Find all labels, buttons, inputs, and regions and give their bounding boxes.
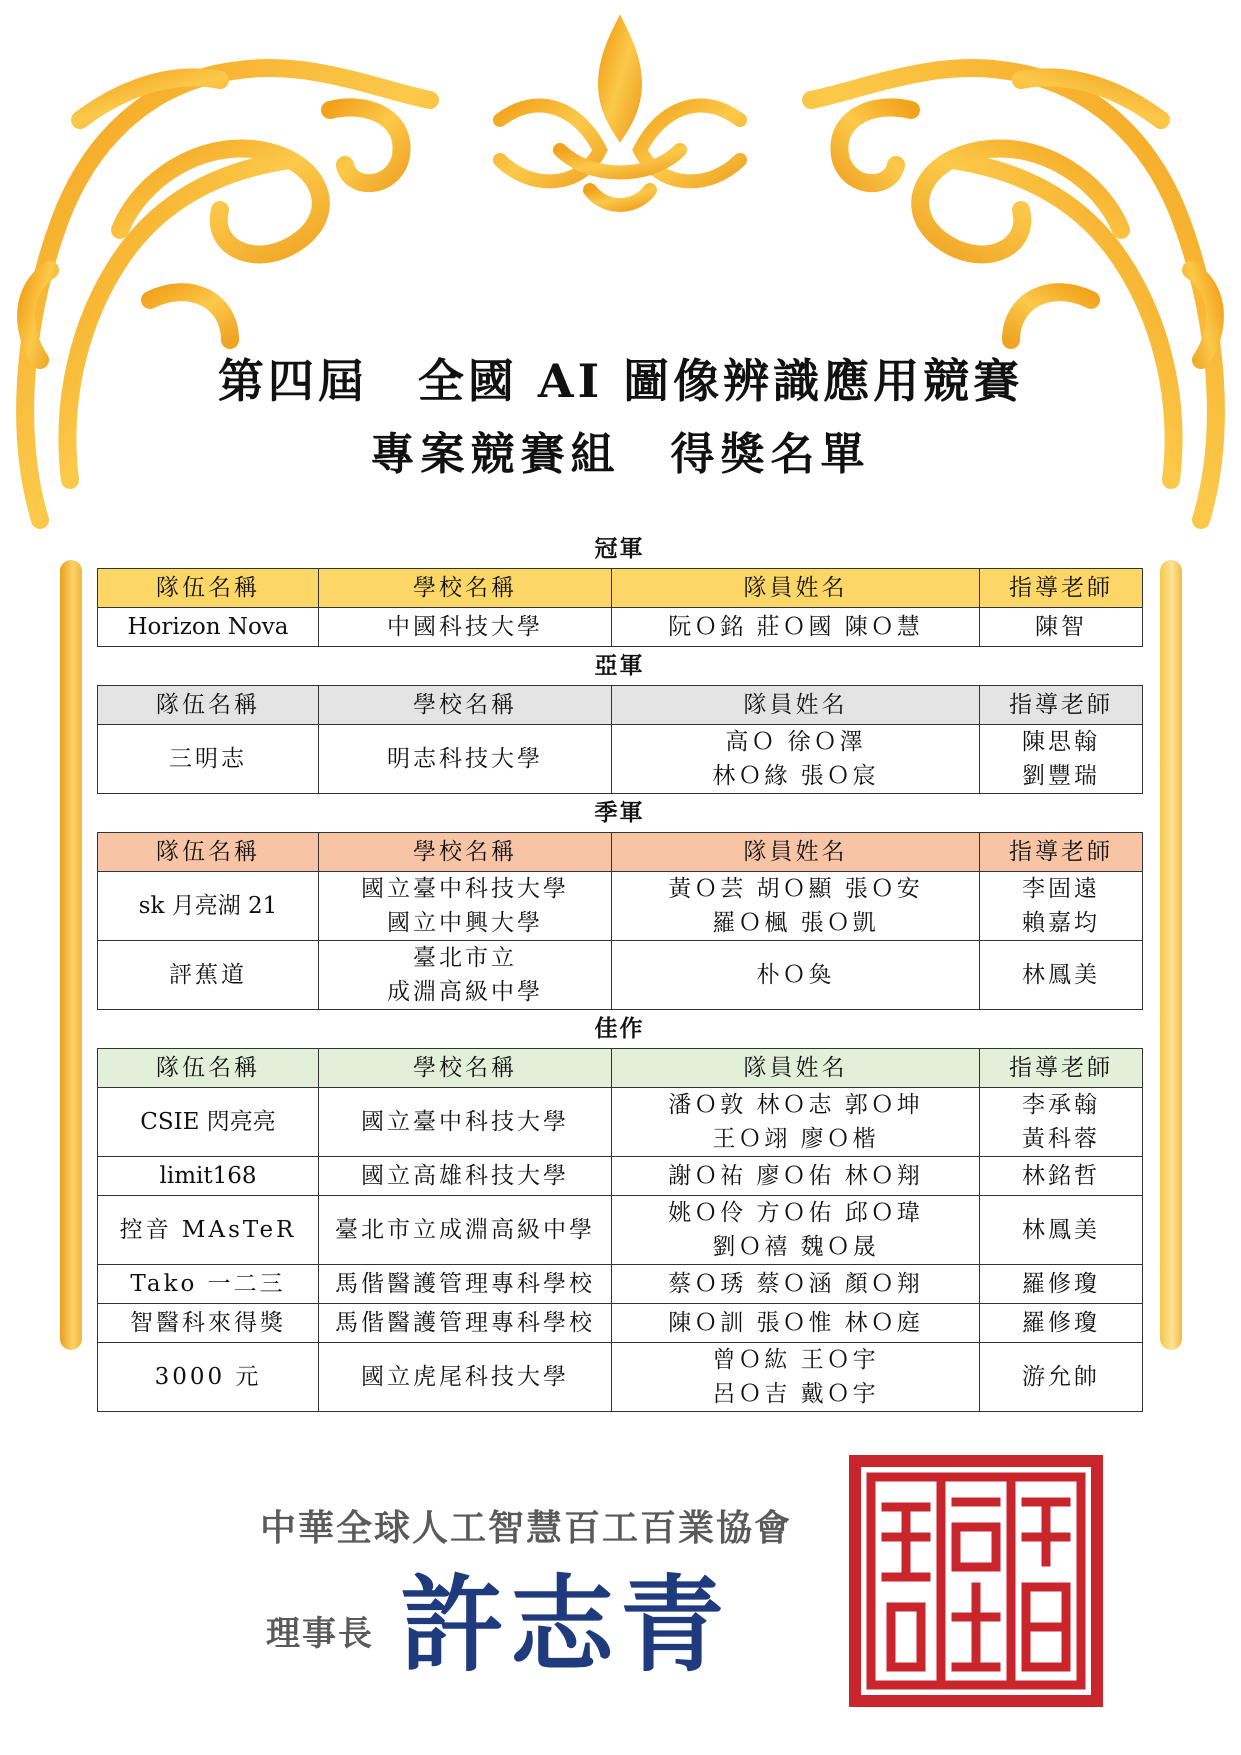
team-name: CSIE 閃亮亮	[98, 1088, 319, 1157]
school-name: 馬偕醫護管理專科學校	[319, 1304, 612, 1343]
header-advisor: 指導老師	[980, 833, 1143, 872]
advisor: 李承翰 黃科蓉	[980, 1088, 1143, 1157]
school-name: 國立臺中科技大學	[319, 1088, 612, 1157]
gold-ornament-frame	[0, 0, 1241, 620]
header-school: 學校名稱	[319, 686, 612, 725]
team-name: 三明志	[98, 725, 319, 794]
header-members: 隊員姓名	[612, 686, 980, 725]
school-name: 臺北市立 成淵高級中學	[319, 941, 612, 1010]
school-name: 臺北市立成淵高級中學	[319, 1196, 612, 1265]
honorable-mention-table	[97, 1048, 1143, 1412]
table-row	[98, 1157, 1143, 1196]
table-row	[98, 608, 1143, 647]
school-name: 國立虎尾科技大學	[319, 1343, 612, 1412]
team-members: 朴Ｏ奐	[612, 941, 980, 1010]
table-row	[98, 1088, 1143, 1157]
school-name: 中國科技大學	[319, 608, 612, 647]
advisor: 羅修瓊	[980, 1304, 1143, 1343]
runner-up-table	[97, 685, 1143, 794]
header-advisor: 指導老師	[980, 686, 1143, 725]
chairman-title: 理事長	[266, 1614, 374, 1654]
table-header	[98, 1049, 1143, 1088]
award-list-title: 專案競賽組 得獎名單	[370, 429, 871, 480]
advisor: 李固遠 賴嘉均	[980, 872, 1143, 941]
header-advisor: 指導老師	[980, 569, 1143, 608]
team-name: 3000 元	[98, 1343, 319, 1412]
team-name: 智醫科來得獎	[98, 1304, 319, 1343]
section-label-runner-up: 亞軍	[594, 652, 645, 679]
title-block	[0, 348, 1241, 490]
header-team: 隊伍名稱	[98, 569, 319, 608]
table-row	[98, 1196, 1143, 1265]
team-members: 姚Ｏ伶 方Ｏ佑 邱Ｏ瑋 劉Ｏ禧 魏Ｏ晟	[612, 1196, 980, 1265]
team-members: 黃Ｏ芸 胡Ｏ顯 張Ｏ安 羅Ｏ楓 張Ｏ凱	[612, 872, 980, 941]
table-row	[98, 1343, 1143, 1412]
awards-list	[97, 530, 1142, 1412]
table-row	[98, 725, 1143, 794]
header-members: 隊員姓名	[612, 833, 980, 872]
table-header	[98, 569, 1143, 608]
school-name: 國立高雄科技大學	[319, 1157, 612, 1196]
organization-name: 中華全球人工智慧百工百業協會	[260, 1508, 793, 1549]
header-members: 隊員姓名	[612, 1049, 980, 1088]
section-label-champion: 冠軍	[594, 535, 645, 562]
header-members: 隊員姓名	[612, 569, 980, 608]
header-school: 學校名稱	[319, 833, 612, 872]
school-name: 明志科技大學	[319, 725, 612, 794]
school-name: 馬偕醫護管理專科學校	[319, 1265, 612, 1304]
right-gold-pillar	[1160, 560, 1182, 1350]
seal-script-icon	[861, 1467, 1091, 1695]
header-team: 隊伍名稱	[98, 686, 319, 725]
section-label-honorable-mention: 佳作	[594, 1015, 645, 1042]
header-team: 隊伍名稱	[98, 1049, 319, 1088]
team-members: 潘Ｏ敦 林Ｏ志 郭Ｏ坤 王Ｏ翊 廖Ｏ楷	[612, 1088, 980, 1157]
advisor: 陳智	[980, 608, 1143, 647]
section-label-third-place: 季軍	[594, 799, 645, 826]
team-members: 曾Ｏ紘 王Ｏ宇 呂Ｏ吉 戴Ｏ宇	[612, 1343, 980, 1412]
header-advisor: 指導老師	[980, 1049, 1143, 1088]
header-team: 隊伍名稱	[98, 833, 319, 872]
team-name: 評蕉道	[98, 941, 319, 1010]
team-members: 高Ｏ 徐Ｏ澤 林Ｏ緣 張Ｏ宸	[612, 725, 980, 794]
team-name: Tako 一二三	[98, 1265, 319, 1304]
chairman-name: 許志青	[400, 1564, 731, 1686]
table-header	[98, 833, 1143, 872]
advisor: 陳思翰 劉豐瑞	[980, 725, 1143, 794]
official-seal	[849, 1455, 1103, 1707]
table-header	[98, 686, 1143, 725]
advisor: 林銘哲	[980, 1157, 1143, 1196]
team-name: limit168	[98, 1157, 319, 1196]
advisor: 游允帥	[980, 1343, 1143, 1412]
team-name: 控音 MAsTeR	[98, 1196, 319, 1265]
advisor: 林鳳美	[980, 941, 1143, 1010]
header-school: 學校名稱	[319, 1049, 612, 1088]
third-place-table	[97, 832, 1143, 1010]
lotus-ornament	[500, 30, 740, 205]
left-gold-pillar	[60, 560, 82, 1350]
table-row	[98, 1265, 1143, 1304]
team-name: sk 月亮湖 21	[98, 872, 319, 941]
team-name: Horizon Nova	[98, 608, 319, 647]
champion-table	[97, 568, 1143, 647]
table-row	[98, 1304, 1143, 1343]
advisor: 羅修瓊	[980, 1265, 1143, 1304]
competition-title: 第四屆 全國 AI 圖像辨識應用競賽	[217, 354, 1024, 408]
header-school: 學校名稱	[319, 569, 612, 608]
school-name: 國立臺中科技大學 國立中興大學	[319, 872, 612, 941]
advisor: 林鳳美	[980, 1196, 1143, 1265]
table-row	[98, 872, 1143, 941]
team-members: 陳Ｏ訓 張Ｏ惟 林Ｏ庭	[612, 1304, 980, 1343]
team-members: 蔡Ｏ琇 蔡Ｏ涵 顏Ｏ翔	[612, 1265, 980, 1304]
team-members: 謝Ｏ祐 廖Ｏ佑 林Ｏ翔	[612, 1157, 980, 1196]
team-members: 阮Ｏ銘 莊Ｏ國 陳Ｏ慧	[612, 608, 980, 647]
table-row	[98, 941, 1143, 1010]
